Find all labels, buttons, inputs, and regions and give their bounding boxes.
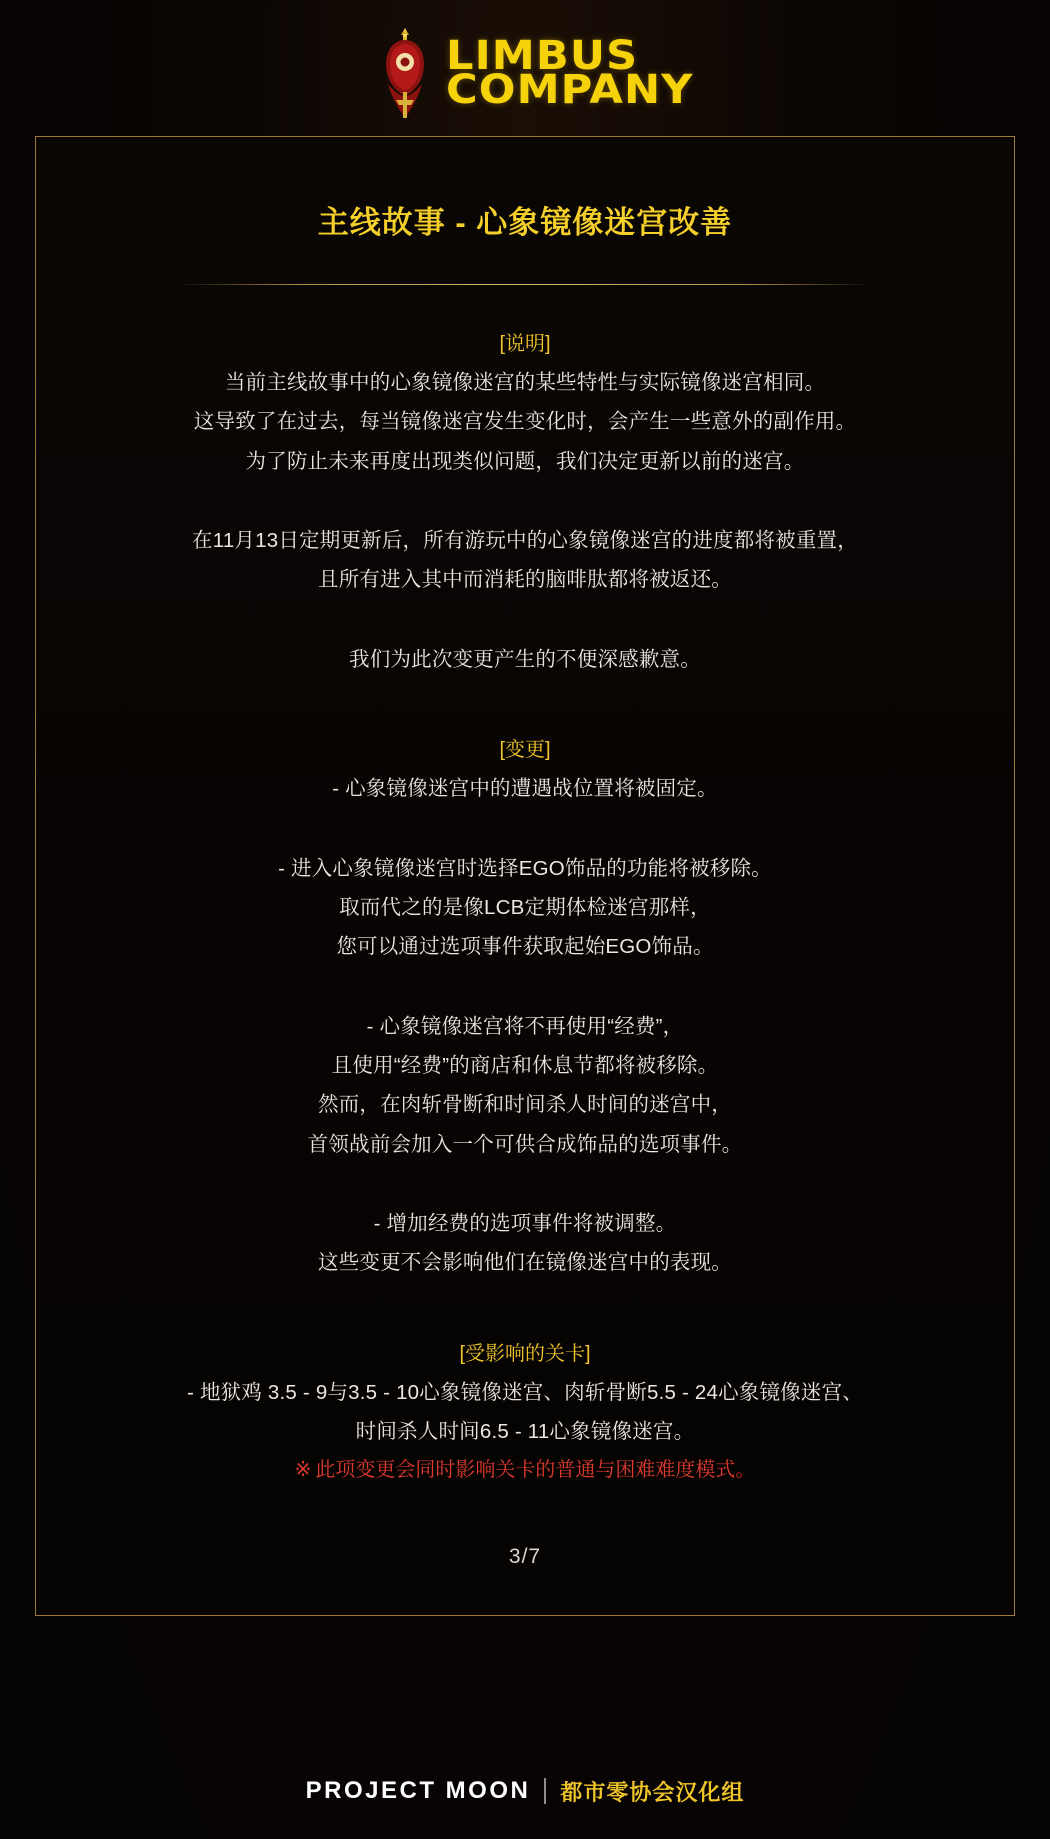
apology-line: 我们为此次变更产生的不便深感歉意。: [349, 647, 701, 671]
warning-mark-icon: ※: [294, 1459, 312, 1482]
affected-line-1: - 地狱鸡 3.5 - 9与3.5 - 10心象镜像迷宫、肉斩骨断5.5 - 24心象镜像迷宫、: [187, 1380, 863, 1404]
section-heading-affected: [受影响的关卡]: [459, 1342, 591, 1365]
spacer: [86, 809, 964, 849]
change-3-line-1: - 心象镜像迷宫将不再使用“经费”，: [366, 1014, 684, 1038]
description-line-3: 为了防止未来再度出现类似问题，我们决定更新以前的迷宫。: [245, 449, 805, 473]
app-logo: [374, 18, 694, 130]
change-3-line-3: 然而，在肉斩骨断和时间杀人时间的迷宫中，: [318, 1093, 732, 1117]
section-heading-changes: [变更]: [499, 739, 551, 762]
change-2-line-2: 取而代之的是像LCB定期体检迷宫那样，: [339, 895, 711, 919]
spacer: [86, 1283, 964, 1335]
warning-text: 此项变更会同时影响关卡的普通与困难难度模式。: [315, 1459, 756, 1482]
change-3-line-4: 首领战前会加入一个可供合成饰品的选项事件。: [307, 1132, 743, 1156]
title-divider: [183, 284, 868, 285]
change-4-line-1: - 增加经费的选项事件将被调整。: [373, 1212, 677, 1236]
change-2-line-1: - 进入心象镜像迷宫时选择EGO饰品的功能将被移除。: [278, 856, 772, 880]
warning-note: [86, 1451, 964, 1489]
notice-body: [86, 325, 964, 1569]
page-indicator: 3/7: [508, 1545, 542, 1569]
limbus-company-emblem-icon: [374, 26, 436, 122]
change-1-line-1: - 心象镜像迷宫中的遭遇战位置将被固定。: [332, 777, 718, 801]
description-line-2: 这导致了在过去，每当镜像迷宫发生变化时，会产生一些意外的副作用。: [193, 410, 857, 434]
logo-line-2: COMPANY: [446, 67, 694, 113]
reset-line-1: 在11月13日定期更新后，所有游玩中的心象镜像迷宫的进度都将被重置，: [192, 529, 858, 553]
affected-line-2: 时间杀人时间6.5 - 11心象镜像迷宫。: [355, 1420, 695, 1444]
change-3-line-2: 且使用“经费”的商店和休息节都将被移除。: [331, 1053, 719, 1077]
reset-line-2: 且所有进入其中而消耗的脑啡肽都将被返还。: [318, 568, 732, 592]
description-line-1: 当前主线故事中的心象镜像迷宫的某些特性与实际镜像迷宫相同。: [224, 371, 826, 394]
spacer: [86, 967, 964, 1007]
page-title: 主线故事 - 心象镜像迷宫改善: [317, 205, 733, 240]
section-heading-description: [说明]: [499, 333, 551, 355]
footer: [0, 1743, 1050, 1839]
change-4-line-2: 这些变更不会影响他们在镜像迷宫中的表现。: [318, 1251, 732, 1275]
publisher-wordmark: PROJECT MOON: [305, 1777, 531, 1804]
translation-group-label: 都市零协会汉化组: [560, 1779, 745, 1805]
spacer: [86, 600, 964, 640]
logo-wordmark: [446, 33, 694, 113]
spacer: [86, 481, 964, 521]
spacer: [86, 679, 964, 731]
notice-card: [35, 136, 1015, 1616]
logo-line-1: LIMBUS: [446, 33, 639, 80]
spacer: [86, 1164, 964, 1204]
footer-divider: [544, 1778, 546, 1804]
change-2-line-3: 您可以通过选项事件获取起始EGO饰品。: [336, 935, 714, 959]
